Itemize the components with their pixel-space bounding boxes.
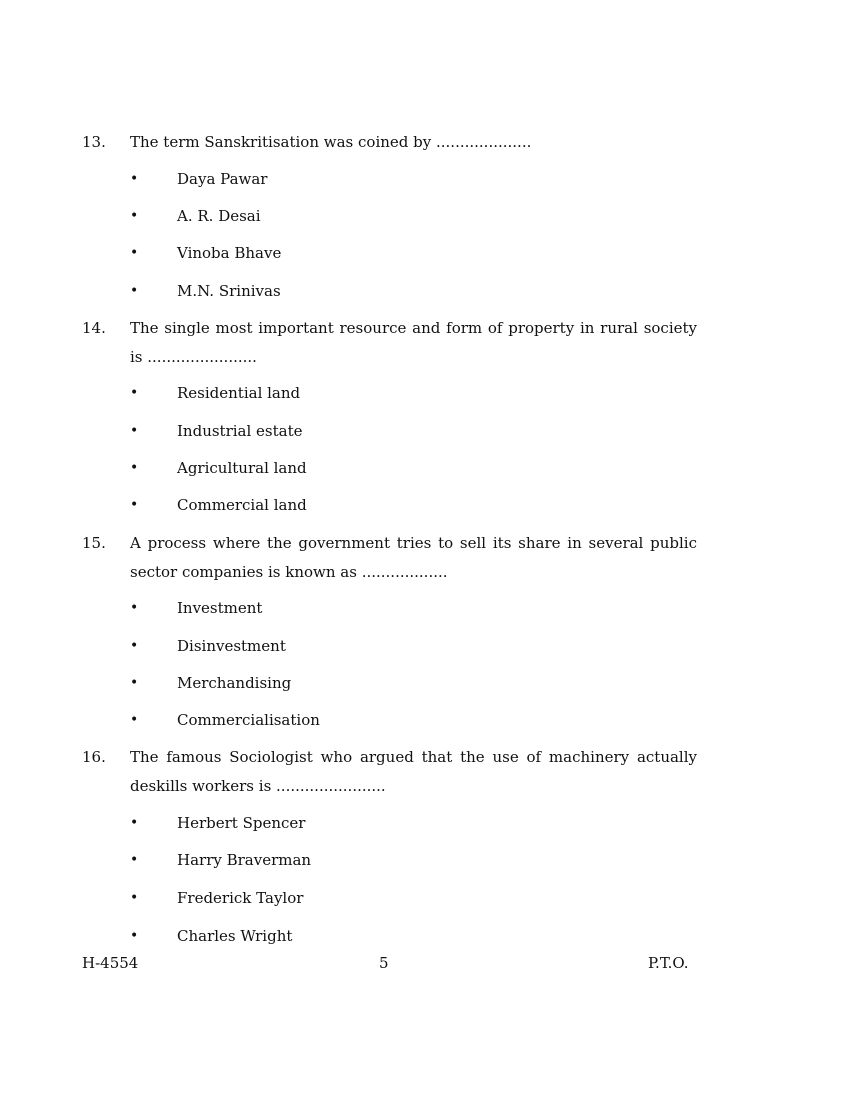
question-number: 14.: [82, 319, 106, 337]
option-label: Vinoba Bhave: [177, 244, 282, 262]
bullet-icon: •: [130, 890, 139, 906]
question-number: 16.: [82, 748, 106, 766]
bullet-icon: •: [130, 283, 139, 299]
option-label: Commercial land: [177, 496, 307, 514]
bullet-icon: •: [130, 208, 139, 224]
bullet-icon: •: [130, 928, 139, 944]
option-label: Disinvestment: [177, 637, 286, 655]
bullet-icon: •: [130, 171, 139, 187]
option-label: Commercialisation: [177, 711, 320, 729]
option-label: Merchandising: [177, 674, 292, 692]
option-label: Daya Pawar: [177, 170, 268, 188]
option-label: Harry Braverman: [177, 851, 312, 869]
option-label: Charles Wright: [177, 927, 293, 945]
page-number: 5: [379, 954, 389, 972]
option-label: Herbert Spencer: [177, 814, 306, 832]
option-label: Frederick Taylor: [177, 889, 304, 907]
paper-code: H-4554: [82, 954, 139, 972]
option-label: A. R. Desai: [177, 207, 261, 225]
question-number: 13.: [82, 133, 106, 151]
bullet-icon: •: [130, 675, 139, 691]
pto-label: P.T.O.: [648, 954, 689, 972]
question-number: 15.: [82, 534, 106, 552]
bullet-icon: •: [130, 712, 139, 728]
option-label: Agricultural land: [177, 459, 307, 477]
question-text: The single most important resource and form of property in rural society is .......................: [130, 319, 697, 366]
bullet-icon: •: [130, 638, 139, 654]
bullet-icon: •: [130, 852, 139, 868]
bullet-icon: •: [130, 460, 139, 476]
bullet-icon: •: [130, 600, 139, 616]
option-label: M.N. Srinivas: [177, 282, 281, 300]
bullet-icon: •: [130, 815, 139, 831]
bullet-icon: •: [130, 423, 139, 439]
bullet-icon: •: [130, 385, 139, 401]
question-text: The term Sanskritisation was coined by ....................: [130, 133, 532, 151]
option-label: Industrial estate: [177, 422, 303, 440]
bullet-icon: •: [130, 497, 139, 513]
option-label: Residential land: [177, 384, 301, 402]
bullet-icon: •: [130, 245, 139, 261]
question-text: A process where the government tries to sell its share in several public sector companies is known as ..................: [130, 534, 697, 581]
option-label: Investment: [177, 599, 263, 617]
question-text: The famous Sociologist who argued that the use of machinery actually deskills workers is .......................: [130, 748, 697, 795]
